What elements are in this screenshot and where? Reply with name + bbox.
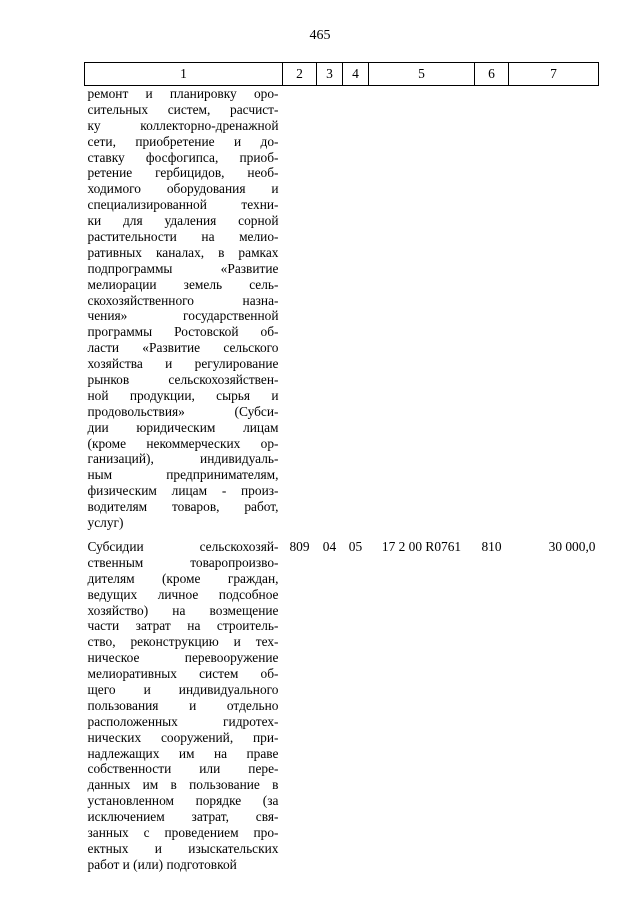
header-col-6: 6	[475, 63, 509, 86]
row-description	[85, 539, 283, 873]
description-line: ным предпринимателям,	[87, 467, 279, 483]
table-header-row	[85, 63, 599, 86]
description-line: подпрограммы «Развитие	[87, 260, 279, 276]
description-line: установленном порядке (за	[87, 793, 279, 809]
description-line: хозяйство) на возмещение	[87, 602, 279, 618]
description-line: услуг)	[87, 515, 124, 531]
description-line: сети, приобретение и до-	[87, 133, 279, 149]
row-col-4	[343, 86, 369, 539]
description-line: рынков сельскохозяйствен-	[87, 372, 279, 388]
description-line: ремонт и планировку оро-	[87, 86, 279, 101]
row-description	[85, 86, 283, 539]
description-line: программы Ростовской об-	[87, 324, 279, 340]
description-line: нических сооружений, при-	[87, 729, 279, 745]
description-line: ки для удаления сорной	[87, 213, 279, 229]
header-col-4: 4	[343, 63, 369, 86]
budget-table	[84, 62, 599, 873]
description-line: ставку фосфогипса, приоб-	[87, 149, 279, 165]
description-line: собственности или пере-	[87, 761, 279, 777]
row-col-3	[317, 86, 343, 539]
header-col-5: 5	[369, 63, 475, 86]
header-col-2: 2	[283, 63, 317, 86]
row-col-3: 04	[322, 538, 337, 554]
header-col-7: 7	[509, 63, 599, 86]
header-col-1: 1	[85, 63, 283, 86]
description-line: ходимого оборудования и	[87, 181, 279, 197]
table-row	[85, 539, 599, 873]
description-line: продовольствия» (Субси-	[87, 403, 279, 419]
page-number: 465	[309, 28, 331, 43]
row-col-4: 05	[348, 538, 363, 554]
description-line: сительных систем, расчист-	[87, 101, 279, 117]
row-col-2: 809	[289, 538, 310, 554]
row-col-5: 17 2 00 R0761	[381, 538, 462, 554]
description-line: ку коллекторно-дренажной	[87, 117, 279, 133]
description-line: ническое перевооружение	[87, 650, 279, 666]
description-line: ственным товаропроизво-	[87, 554, 279, 570]
description-line: щего и индивидуального	[87, 681, 279, 697]
description-line: ретение гербицидов, необ-	[87, 165, 279, 181]
description-line: скохозяйственного назна-	[87, 292, 279, 308]
description-line: ративных каналах, в рамках	[87, 244, 279, 260]
description-line: дии юридическим лицам	[87, 419, 279, 435]
description-line: хозяйства и регулирование	[87, 356, 279, 372]
description-line: расположенных гидротех-	[87, 713, 279, 729]
description-line: специализированной техни-	[87, 197, 279, 213]
row-col-2	[283, 86, 317, 539]
description-line: ной продукции, сырья и	[87, 387, 279, 403]
row-col-7: 30 000,0	[548, 538, 596, 554]
description-line: мелиорации земель сель-	[87, 276, 279, 292]
table-row	[85, 86, 599, 539]
description-line: Субсидии сельскохозяй-	[87, 538, 279, 554]
row-col-6: 810	[481, 538, 502, 554]
row-col-5	[369, 86, 475, 539]
description-line: мелиоративных систем об-	[87, 666, 279, 682]
description-line: пользования и отдельно	[87, 697, 279, 713]
description-line: ганизаций), индивидуаль-	[87, 451, 279, 467]
description-line: (кроме некоммерческих ор-	[87, 435, 279, 451]
description-line: растительности на мелио-	[87, 229, 279, 245]
description-line: занных с проведением про-	[87, 824, 279, 840]
description-line: ласти «Развитие сельского	[87, 340, 279, 356]
description-line: чения» государственной	[87, 308, 279, 324]
description-line: данных им в пользование в	[87, 777, 279, 793]
description-line: исключением затрат, свя-	[87, 809, 279, 825]
description-line: ство, реконструкцию и тех-	[87, 634, 279, 650]
description-line: дителям (кроме граждан,	[87, 570, 279, 586]
description-line: части затрат на строитель-	[87, 618, 279, 634]
description-line: ектных и изыскательских	[87, 840, 279, 856]
description-line: надлежащих им на праве	[87, 745, 279, 761]
description-line: ведущих личное подсобное	[87, 586, 279, 602]
row-col-7	[509, 86, 599, 539]
row-col-6	[475, 86, 509, 539]
description-line: физическим лицам - произ-	[87, 483, 279, 499]
header-col-3: 3	[317, 63, 343, 86]
description-line: работ и (или) подготовкой	[87, 856, 237, 872]
description-line: водителям товаров, работ,	[87, 499, 279, 515]
